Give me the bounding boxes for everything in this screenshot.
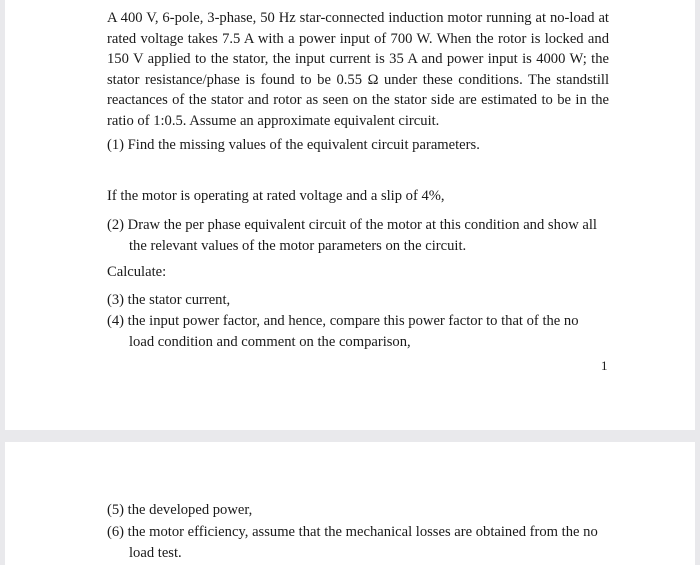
page-1 — [5, 0, 695, 430]
question-4-line-1: (4) the input power factor, and hence, compare this power factor to that of the no — [107, 313, 579, 329]
question-2-line-2: the relevant values of the motor parameters on the circuit. — [129, 237, 467, 254]
question-4-line-2: load condition and comment on the comparison, — [129, 333, 411, 350]
question-1: (1) Find the missing values of the equivalent circuit parameters. — [107, 137, 480, 153]
operating-condition: If the motor is operating at rated voltage and a slip of 4%, — [107, 188, 445, 204]
question-3: (3) the stator current, — [107, 292, 231, 308]
page-number: 1 — [601, 358, 608, 373]
question-6-line-2: load test. — [129, 544, 182, 561]
question-2-line-1: (2) Draw the per phase equivalent circuit of the motor at this condition and show all — [107, 217, 597, 233]
calculate-heading: Calculate: — [107, 264, 167, 280]
question-2 — [107, 215, 609, 256]
question-6 — [107, 522, 609, 563]
question-6-line-1: (6) the motor efficiency, assume that the mechanical losses are obtained from the no — [107, 524, 598, 540]
question-4 — [107, 311, 609, 352]
problem-statement: A 400 V, 6-pole, 3-phase, 50 Hz star-connected induction motor running at no-load at rated voltage takes 7.5 A with a power input of 700 W. When the rotor is locked and 150 V applied to the stator, the input current is 35 A and power input is 4000 W; the stator resistance/phase is found to be 0.55 Ω under these conditions. The standstill reactances of the stator and rotor as seen on the stator side are estimated to be in the ratio of 1:0.5. Assume an approximate equivalent circuit. — [107, 10, 609, 129]
question-5: (5) the developed power, — [107, 502, 253, 518]
page-2 — [5, 442, 695, 565]
